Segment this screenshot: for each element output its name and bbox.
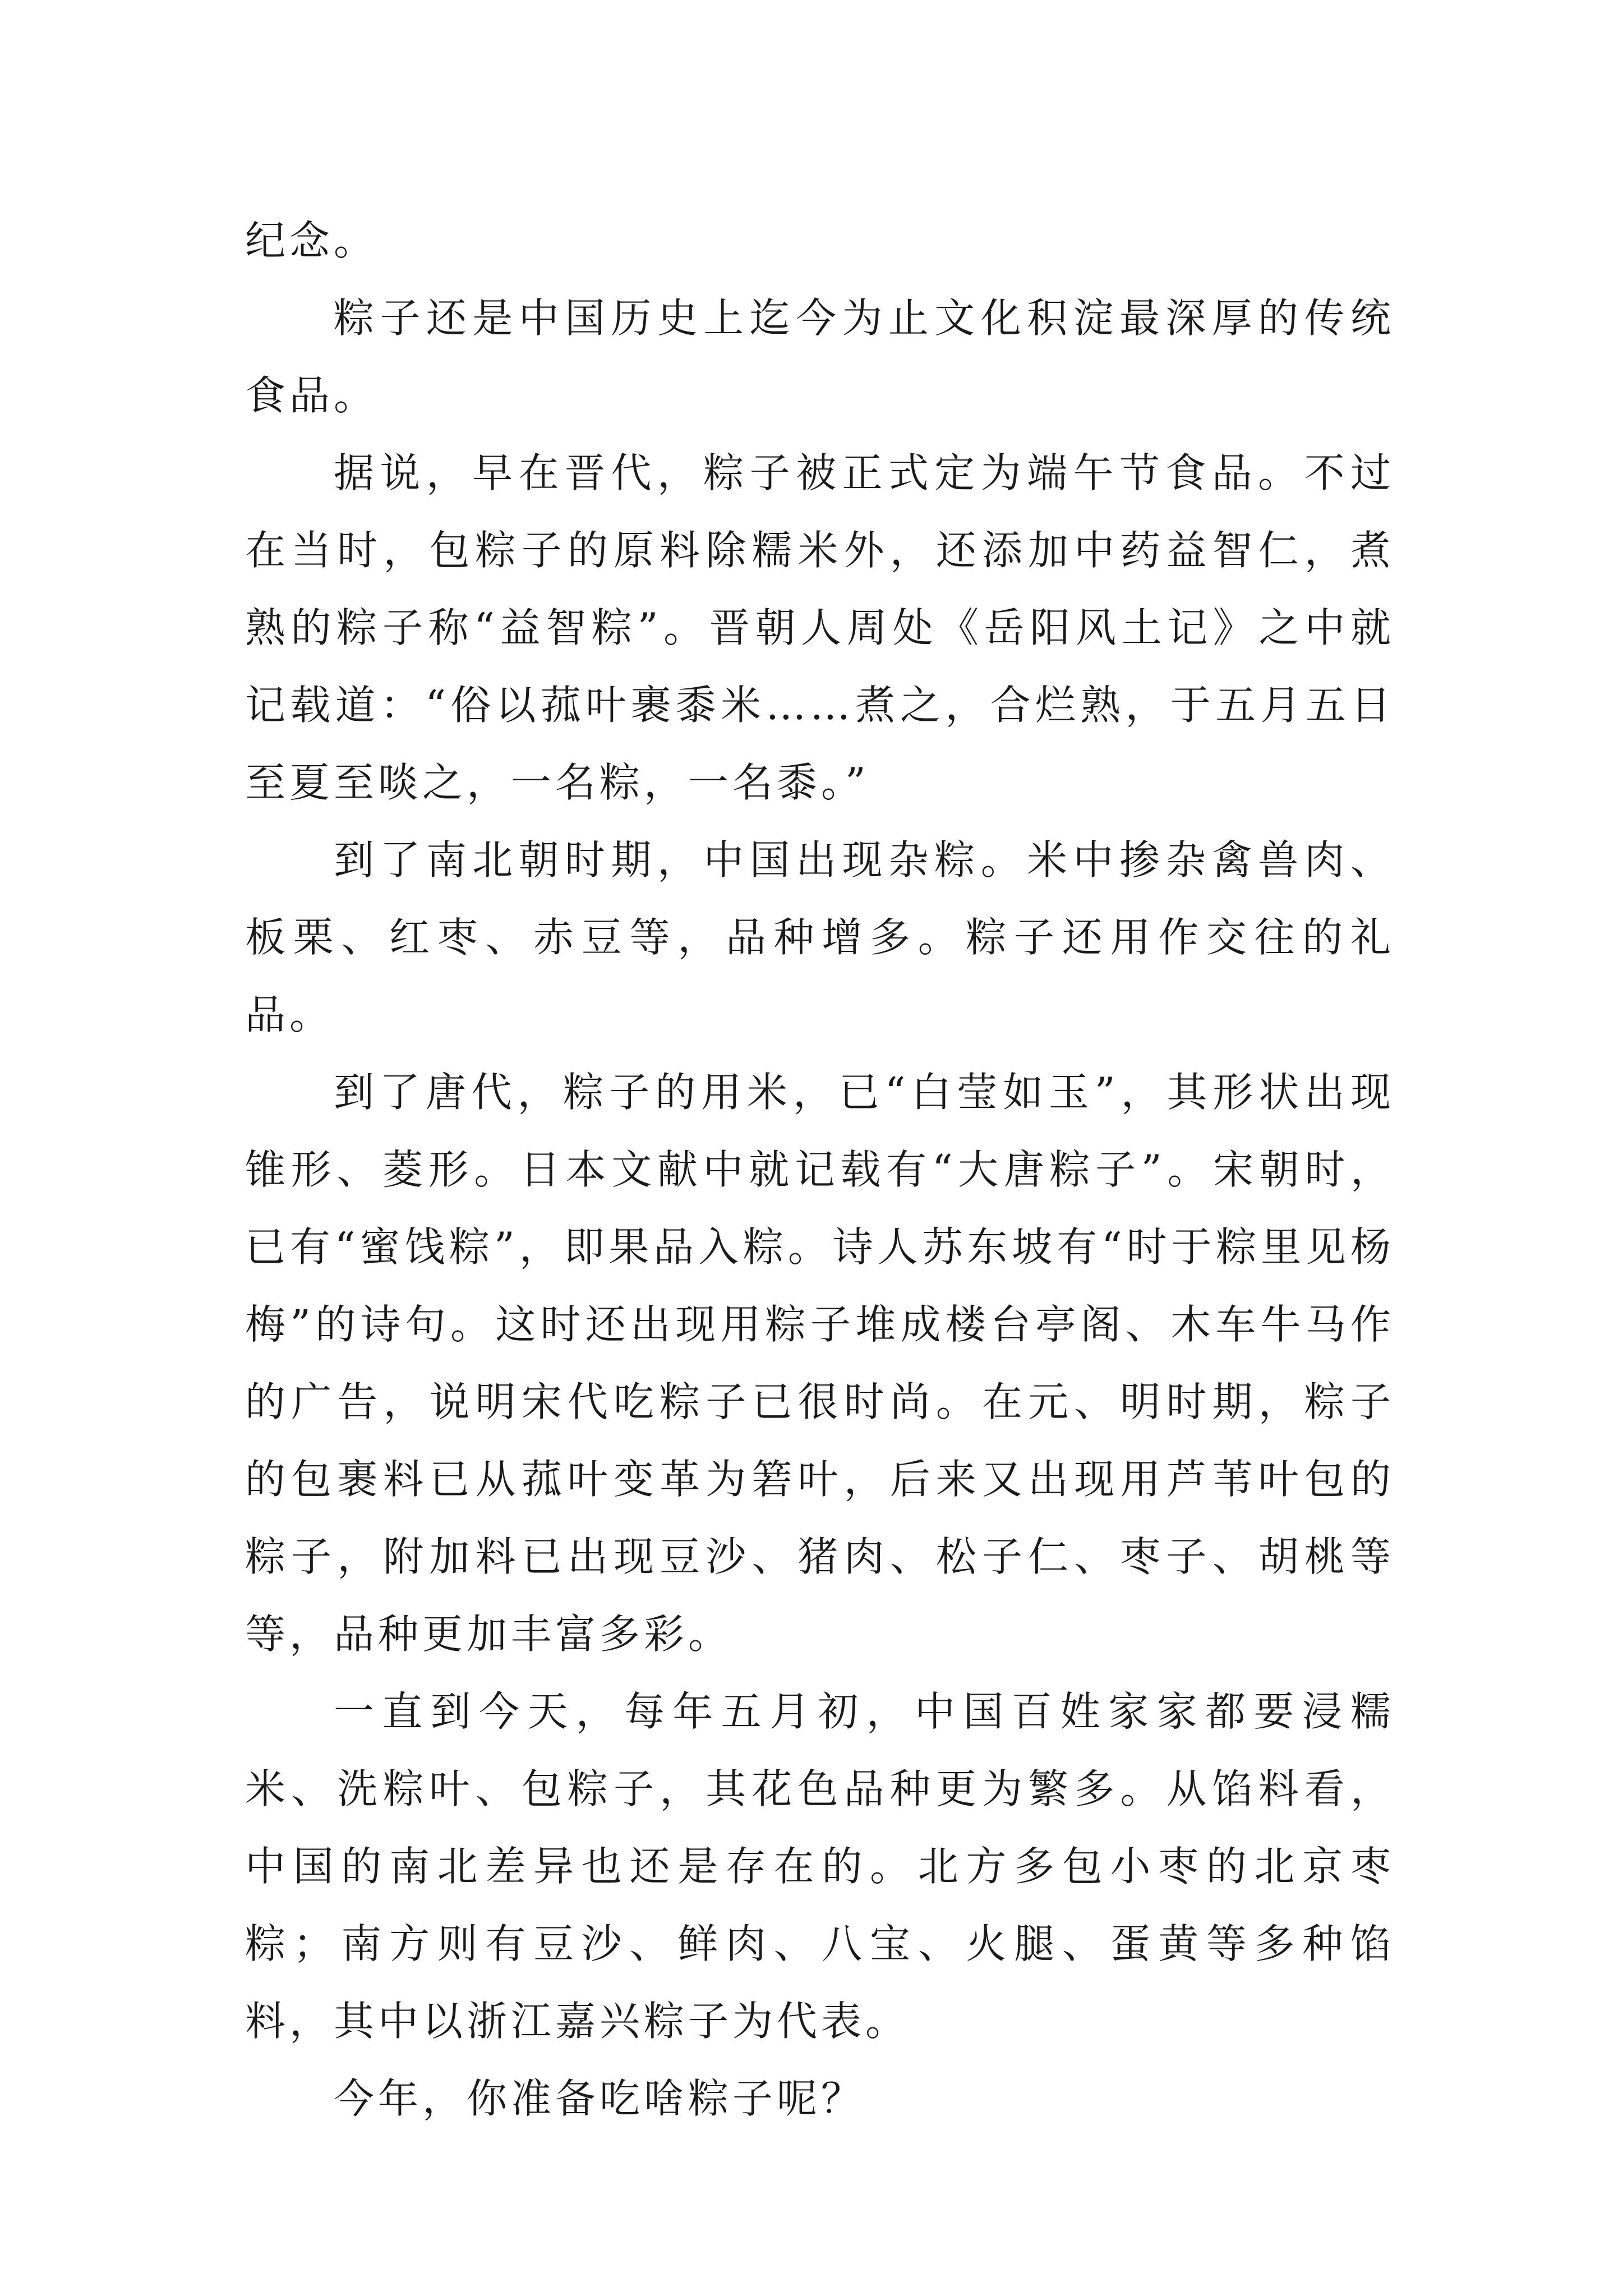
paragraph-6: 一直到今天，每年五月初，中国百姓家家都要浸糯米、洗粽叶、包粽子，其花色品种更为繁多。从馅料看，中国的南北差异也还是存在的。北方多包小枣的北京枣粽；南方则有豆沙、鲜肉、八宝、火腿、蛋黄等多种馅料，其中以浙江嘉兴粽子为代表。 <box>245 1688 1395 2045</box>
paragraph-2: 粽子还是中国历史上迄今为止文化积淀最深厚的传统食品。 <box>245 295 1395 419</box>
paragraph-3: 据说，早在晋代，粽子被正式定为端午节食品。不过在当时，包粽子的原料除糯米外，还添加中药益智仁，煮熟的粽子称“益智粽”。晋朝人周处《岳阳风土记》之中就记载道：“俗以菰叶裹黍米……煮之，合烂熟，于五月五日至夏至啖之，一名粽，一名黍。” <box>245 449 1395 806</box>
paragraph-4: 到了南北朝时期，中国出现杂粽。米中掺杂禽兽肉、板栗、红枣、赤豆等，品种增多。粽子还用作交往的礼品。 <box>245 836 1395 1038</box>
paragraph-7: 今年，你准备吃啥粽子呢？ <box>334 2075 866 2122</box>
article-body <box>245 202 1395 2137</box>
paragraph-5: 到了唐代，粽子的用米，已“白莹如玉”，其形状出现锥形、菱形。日本文献中就记载有“大唐粽子”。宋朝时，已有“蜜饯粽”，即果品入粽。诗人苏东坡有“时于粽里见杨梅”的诗句。这时还出现用粽子堆成楼台亭阁、木车牛马作的广告，说明宋代吃粽子已很时尚。在元、明时期，粽子的包裹料已从菰叶变革为箬叶，后来又出现用芦苇叶包的粽子，附加料已出现豆沙、猪肉、松子仁、枣子、胡桃等等，品种更加丰富多彩。 <box>245 1069 1395 1658</box>
paragraph-1: 纪念。 <box>245 217 379 264</box>
